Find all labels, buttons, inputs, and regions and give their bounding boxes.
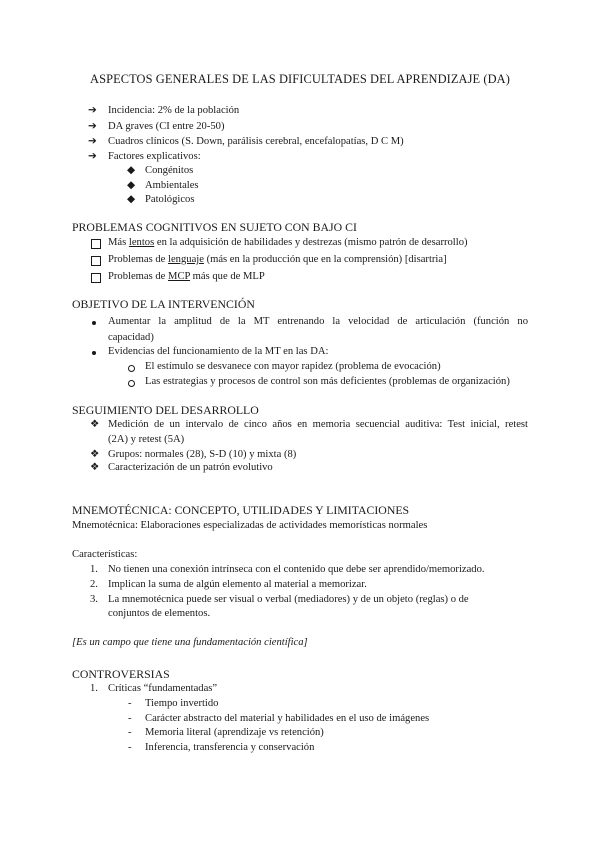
arrow-bullet-icon: ➔: [88, 136, 97, 147]
arrow-bullet-icon: ➔: [88, 121, 97, 132]
seguimiento-item-line1: Medición de un intervalo de cinco años en memoria secuencial auditiva: Test inicial, retest: [108, 419, 528, 430]
mnemotecnica-definition: Mnemotécnica: Elaboraciones especializadas de actividades memorísticas normales: [72, 520, 428, 531]
circle-bullet-icon: [128, 365, 135, 372]
circle-bullet-icon: [128, 380, 135, 387]
diamond-bullet-icon: ◆: [127, 180, 136, 191]
heading-seguimiento-desarrollo: SEGUIMIENTO DEL DESARROLLO: [72, 403, 259, 417]
factor-item: Ambientales: [145, 180, 199, 191]
text-fragment: más que de MLP: [190, 271, 265, 282]
underlined-term: lenguaje: [168, 254, 204, 265]
cognitivo-item-lentos: [108, 236, 468, 250]
critica-sub-item: Carácter abstracto del material y habilidades en el uso de imágenes: [145, 713, 430, 724]
intro-item-cuadros: Cuadros clínicos (S. Down, parálisis cerebral, encefalopatías, D C M): [108, 136, 404, 147]
text-fragment: Problemas de: [108, 254, 169, 265]
fundamentacion-note: [Es un campo que tiene una fundamentación científica]: [72, 637, 308, 648]
diamond-bullet-icon: ◆: [127, 165, 136, 176]
evidencia-sub-item: Las estrategias y procesos de control son más deficientes (problemas de organización): [145, 376, 510, 387]
critica-sub-item: Inferencia, transferencia y conservación: [145, 742, 315, 753]
bullet-dot-icon: [92, 321, 96, 325]
diamond-four-icon: ❖: [90, 449, 100, 460]
intro-item-factores: Factores explicativos:: [108, 151, 201, 162]
list-number: 1.: [90, 564, 98, 575]
objetivo-item-line2: capacidad): [108, 332, 154, 343]
factor-item: Congénitos: [145, 165, 194, 176]
underlined-term: MCP: [168, 271, 191, 282]
text-fragment: en la adquisición de habilidades y destrezas (mismo patrón de desarrollo): [154, 237, 468, 248]
text-fragment: Más: [108, 237, 129, 248]
checkbox-icon: [91, 239, 101, 249]
objetivo-item-line1: Aumentar la amplitud de la MT entrenando la velocidad de articulación (función no: [108, 316, 528, 327]
dash-bullet: -: [128, 713, 132, 724]
caracteristica-item: No tienen una conexión intrínseca con el contenido que debe ser aprendido/memorizado.: [108, 564, 485, 575]
diamond-four-icon: ❖: [90, 462, 100, 473]
caracteristicas-label: Características:: [72, 549, 138, 560]
seguimiento-item-grupos: Grupos: normales (28), S-D (10) y mixta (8): [108, 449, 297, 460]
intro-item-incidencia: Incidencia: 2% de la población: [108, 105, 240, 116]
cognitivo-item-mcp: [108, 270, 265, 284]
document-title: ASPECTOS GENERALES DE LAS DIFICULTADES DEL APRENDIZAJE (DA): [90, 72, 510, 86]
seguimiento-item-patron: Caracterización de un patrón evolutivo: [108, 462, 273, 473]
heading-controversias: CONTROVERSIAS: [72, 667, 170, 681]
list-number: 2.: [90, 579, 98, 590]
intro-item-da-graves: DA graves (CI entre 20-50): [108, 121, 225, 132]
diamond-four-icon: ❖: [90, 419, 100, 430]
checkbox-icon: [91, 273, 101, 283]
caracteristica-item: La mnemotécnica puede ser visual o verbal (mediadores) y de un objeto (reglas) o de: [108, 594, 469, 605]
heading-problemas-cognitivos: PROBLEMAS COGNITIVOS EN SUJETO CON BAJO CI: [72, 220, 357, 234]
list-number: 1.: [90, 683, 98, 694]
diamond-bullet-icon: ◆: [127, 194, 136, 205]
seguimiento-item-line2: (2A) y retest (5A): [108, 434, 185, 445]
bullet-dot-icon: [92, 351, 96, 355]
caracteristica-item: Implican la suma de algún elemento al material a memorizar.: [108, 579, 367, 590]
text-fragment: (más en la producción que en la comprensión) [disartria]: [203, 254, 447, 265]
arrow-bullet-icon: ➔: [88, 105, 97, 116]
controversia-item: Críticas “fundamentadas”: [108, 683, 218, 694]
critica-sub-item: Memoria literal (aprendizaje vs retención): [145, 727, 324, 738]
dash-bullet: -: [128, 698, 132, 709]
dash-bullet: -: [128, 742, 132, 753]
dash-bullet: -: [128, 727, 132, 738]
cognitivo-item-lenguaje: [108, 253, 447, 267]
checkbox-icon: [91, 256, 101, 266]
evidencia-sub-item: El estímulo se desvanece con mayor rapidez (problema de evocación): [145, 361, 441, 372]
objetivo-item-evidencias: Evidencias del funcionamiento de la MT en las DA:: [108, 346, 329, 357]
factor-item: Patológicos: [145, 194, 195, 205]
critica-sub-item: Tiempo invertido: [145, 698, 219, 709]
underlined-term: lentos: [128, 237, 155, 248]
caracteristica-item-continued: conjuntos de elementos.: [108, 608, 211, 619]
arrow-bullet-icon: ➔: [88, 151, 97, 162]
list-number: 3.: [90, 594, 98, 605]
heading-mnemotecnica: MNEMOTÉCNICA: CONCEPTO, UTILIDADES Y LIMITACIONES: [72, 503, 410, 517]
text-fragment: Problemas de: [108, 271, 169, 282]
heading-objetivo-intervencion: OBJETIVO DE LA INTERVENCIÓN: [72, 297, 255, 311]
